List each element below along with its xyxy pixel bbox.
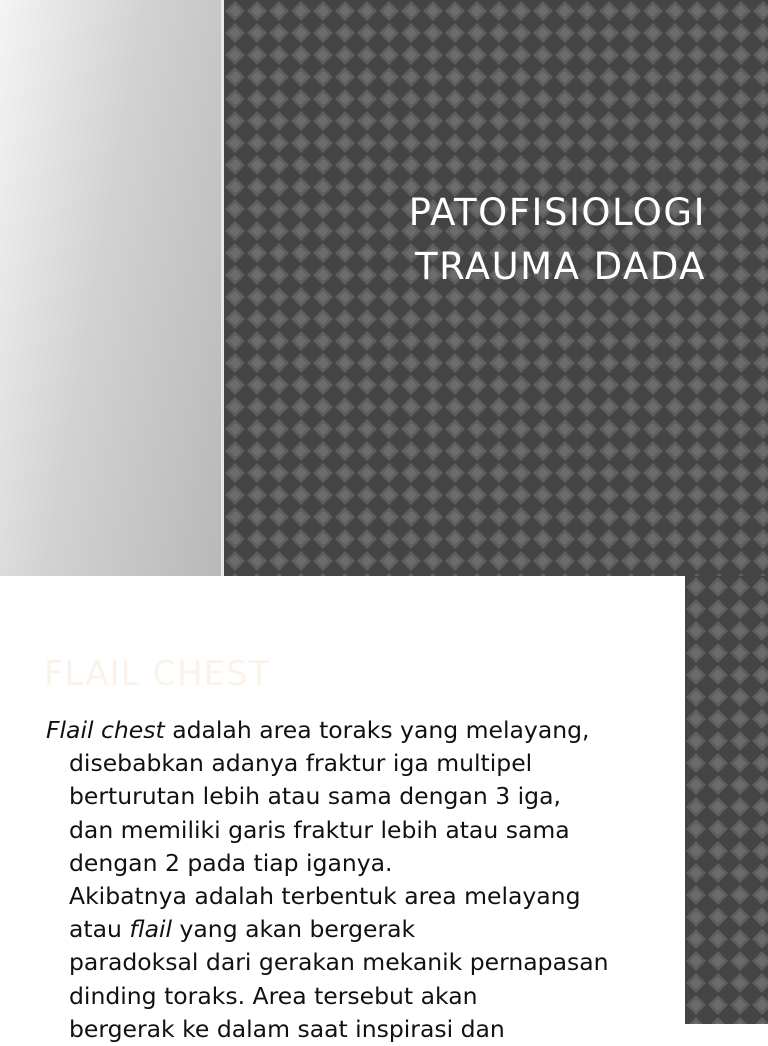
body-text [46,714,646,1046]
slide-title [409,186,706,294]
gradient-panel [0,0,223,576]
body-text-segment: yang akan bergerak [172,915,416,944]
body-line [46,913,646,946]
body-emphasis: flail [129,915,173,944]
body-line: disebabkan adanya fraktur iga multipel [69,749,533,778]
body-line: Akibatnya adalah terbentuk area melayang [69,882,581,911]
body-text-segment: atau [69,915,130,944]
body-line: berturutan lebih atau sama dengan 3 iga, [69,782,561,811]
slide-heading: FLAIL CHEST [44,654,271,694]
title-line-1: PATOFISIOLOGI [408,191,706,234]
body-emphasis: Flail chest [46,716,165,744]
content-slide [0,576,768,1043]
diamond-pattern-strip [685,576,768,1024]
body-text-segment: adalah area toraks yang melayang, [164,716,590,744]
body-line: bergerak ke dalam saat inspirasi dan [69,1014,505,1043]
body-line: paradoksal dari gerakan mekanik pernapasan [69,948,609,977]
patterned-strip [685,576,768,1024]
body-line [46,714,646,747]
body-line: dan memiliki garis fraktur lebih atau sama [69,815,570,844]
body-line: dengan 2 pada tiap iganya. [69,848,393,877]
title-line-2: TRAUMA DADA [414,245,706,288]
body-line: dinding toraks. Area tersebut akan [69,981,478,1010]
